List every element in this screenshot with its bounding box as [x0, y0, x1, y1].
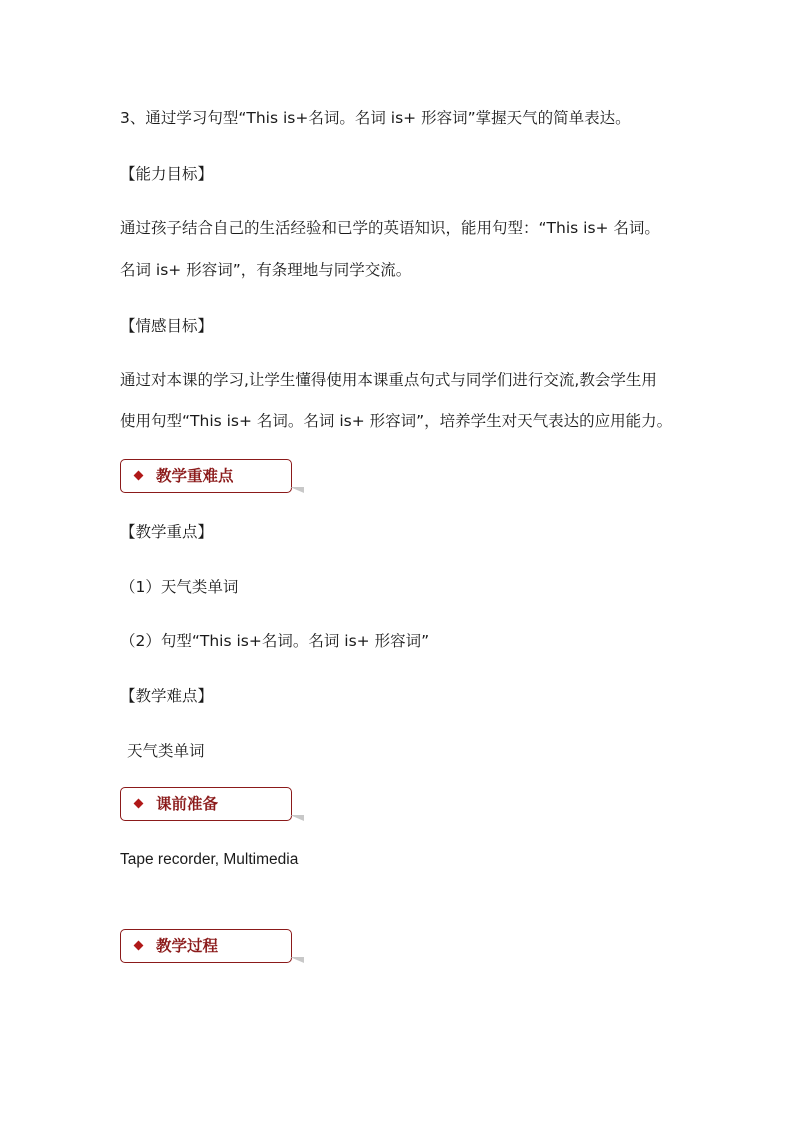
emotion-heading: 【情感目标】: [120, 317, 214, 335]
section-box-shadow: [290, 957, 304, 963]
ability-heading: 【能力目标】: [120, 165, 214, 183]
ability-text-line-1: 通过孩子结合自己的生活经验和已学的英语知识，能用句型：“This is+ 名词。: [120, 219, 660, 237]
emotion-text-line-1: 通过对本课的学习,让学生懂得使用本课重点句式与同学们进行交流,教会学生用: [120, 371, 657, 389]
difficult-point-item: 天气类单词: [127, 742, 205, 760]
key-point-item-1: （1）天气类单词: [120, 578, 239, 596]
section-box-process: [120, 929, 292, 963]
difficult-points-heading: 【教学难点】: [120, 687, 214, 705]
key-point-item-2: （2）句型“This is+名词。名词 is+ 形容词”: [120, 632, 430, 650]
key-points-heading: 【教学重点】: [120, 523, 214, 541]
section-title: 教学过程: [156, 936, 219, 955]
diamond-icon: [134, 941, 144, 951]
ability-text-line-2: 名词 is+ 形容词”，有条理地与同学交流。: [120, 261, 412, 279]
section-box-shadow: [290, 815, 304, 821]
section-box-key-points: [120, 459, 292, 493]
section-title: 教学重难点: [156, 466, 234, 485]
emotion-text-line-2: 使用句型“This is+ 名词。名词 is+ 形容词”，培养学生对天气表达的应用能力。: [120, 412, 673, 430]
section-title: 课前准备: [156, 794, 219, 813]
diamond-icon: [134, 471, 144, 481]
diamond-icon: [134, 799, 144, 809]
preparation-content: Tape recorder, Multimedia: [120, 851, 299, 868]
objective-item-3: 3、通过学习句型“This is+名词。名词 is+ 形容词”掌握天气的简单表达。: [120, 109, 631, 127]
section-box-preparation: [120, 787, 292, 821]
section-box-shadow: [290, 487, 304, 493]
